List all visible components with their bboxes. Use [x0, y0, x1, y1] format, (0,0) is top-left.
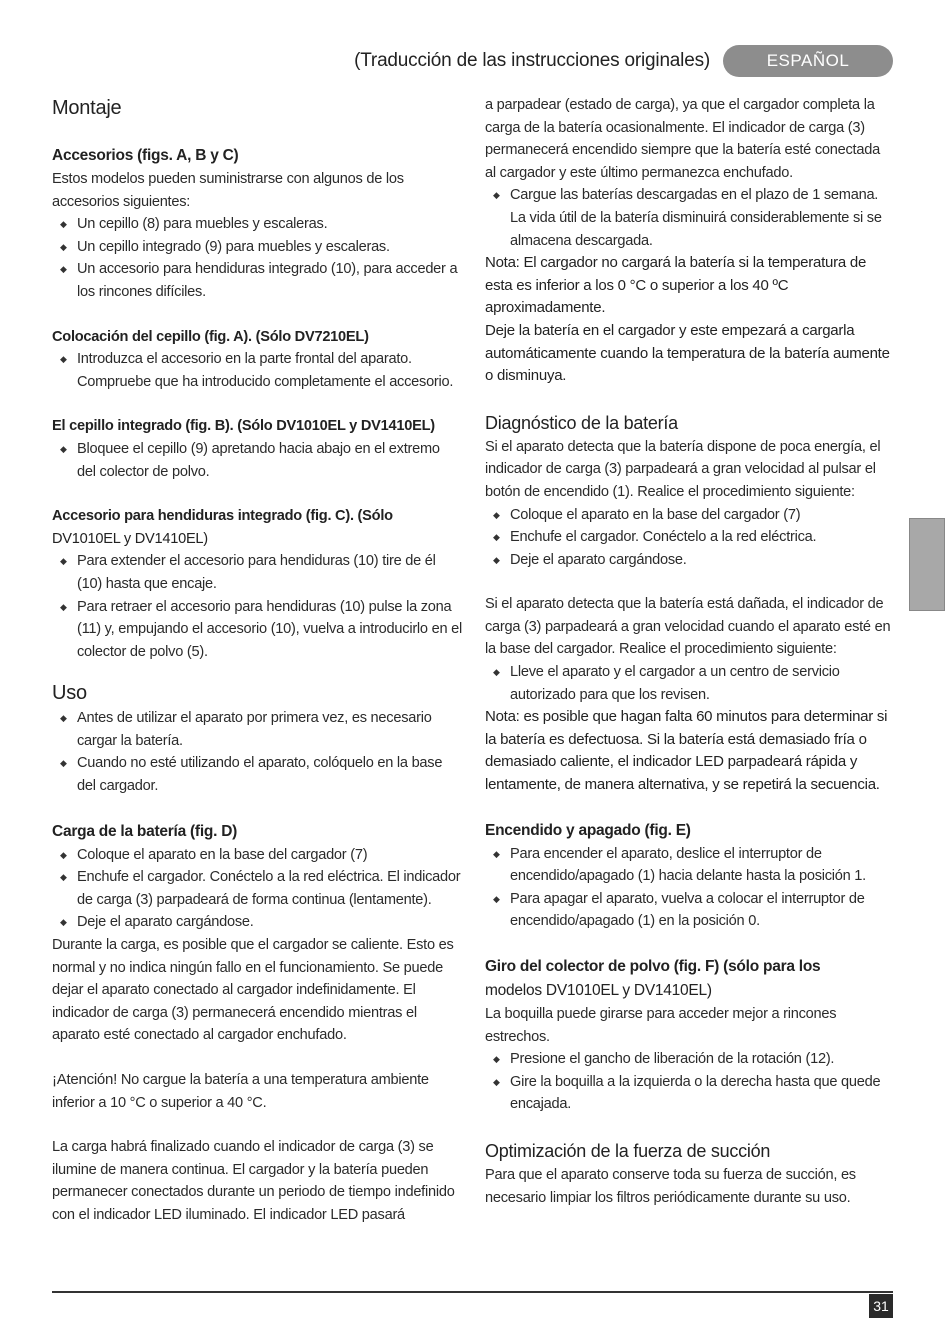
list-accesorios — [52, 213, 462, 303]
heading-light-part: DV1010EL y DV1410EL) — [52, 530, 208, 547]
diamond-bullet-icon: ◆ — [493, 1054, 500, 1065]
diamond-bullet-icon: ◆ — [493, 893, 500, 904]
diamond-bullet-icon: ◆ — [493, 1076, 500, 1087]
heading-bold-part: Accesorio para hendiduras integrado (fig. C). (Sólo — [52, 508, 393, 525]
list-carga — [52, 844, 462, 934]
list-item — [52, 348, 462, 393]
list-item-text: Lleve el aparato y el cargador a un centro de servicio autorizado para que los revisen. — [510, 664, 840, 703]
list-item — [52, 866, 462, 911]
list-item-text: Enchufe el cargador. Conéctelo a la red eléctrica. El indicador de carga (3) parpadeará de forma continua (lentamente). — [77, 869, 461, 908]
paragraph-accesorios-intro: Estos modelos pueden suministrarse con algunos de los accesorios siguientes: — [52, 171, 404, 210]
list-item-text: Cargue las baterías descargadas en el plazo de 1 semana. La vida útil de la batería disminuirá considerablemente si se almacena descargada. — [510, 187, 882, 249]
list-item-text: Gire la boquilla a la izquierda o la derecha hasta que quede encajada. — [510, 1073, 881, 1113]
list-item-text: Para extender el accesorio para hendiduras (10) tire de él (10) hasta que encaje. — [77, 553, 436, 592]
diamond-bullet-icon: ◆ — [60, 601, 67, 612]
diamond-bullet-icon: ◆ — [60, 443, 67, 454]
diamond-bullet-icon: ◆ — [493, 554, 500, 565]
subheading-diagnostico: Diagnóstico de la batería — [485, 412, 678, 433]
paragraph-atencion — [52, 1069, 462, 1114]
subheading-accesorios: Accesorios (figs. A, B y C) — [52, 147, 239, 164]
list-item-text: Un cepillo (8) para muebles y escaleras. — [77, 216, 328, 233]
language-side-tab — [909, 518, 945, 611]
list-cepillo — [52, 438, 462, 483]
diamond-bullet-icon: ◆ — [60, 241, 67, 252]
diamond-bullet-icon: ◆ — [493, 667, 500, 678]
section-heading-uso: Uso — [52, 682, 87, 705]
diamond-bullet-icon: ◆ — [60, 219, 67, 230]
subheading-hendiduras — [52, 505, 462, 550]
list-item-text: Cuando no esté utilizando el aparato, colóquelo en la base del cargador. — [77, 755, 443, 795]
list-item — [485, 661, 893, 706]
page-number: 31 — [869, 1294, 893, 1318]
list-item-text: Antes de utilizar el aparato por primera vez, es necesario cargar la batería. — [77, 710, 432, 749]
diamond-bullet-icon: ◆ — [60, 713, 67, 724]
left-column — [52, 94, 462, 1227]
list-uso — [52, 707, 462, 797]
diamond-bullet-icon: ◆ — [60, 758, 67, 769]
diamond-bullet-icon: ◆ — [60, 849, 67, 860]
list-item — [485, 888, 893, 933]
note-diagnostico: Nota: es posible que hagan falta 60 minutos para determinar si la batería es defectuosa. Si la batería está demasiado fría o demasiado caliente, el indicador LED parpadeará rápida y lentamente, de manera alternativa, y se repetirá la secuencia. — [485, 708, 888, 794]
list-item — [52, 596, 462, 664]
diamond-bullet-icon: ◆ — [60, 264, 67, 275]
list-item — [485, 184, 893, 252]
list-item-text: Enchufe el cargador. Conéctelo a la red eléctrica. — [510, 529, 817, 546]
diamond-bullet-icon: ◆ — [493, 509, 500, 520]
list-continuation — [485, 184, 893, 252]
list-item-text: Introduzca el accesorio en la parte frontal del aparato. Compruebe que ha introducido completamente el accesorio. — [77, 351, 454, 390]
right-column — [485, 94, 893, 1209]
list-item-text: Presione el gancho de liberación de la rotación (12). — [510, 1051, 835, 1068]
list-item — [52, 752, 462, 797]
list-item-text: Deje el aparato cargándose. — [77, 914, 254, 931]
subheading-giro-colector — [485, 955, 893, 1003]
paragraph-carga: Durante la carga, es posible que el cargador se caliente. Esto es normal y no indica ningún fallo en el funcionamiento. Se puede dejar el aparato conectado al cargador indefinidamente. El indicador de carga (3) permanecerá encendido mientras el aparato esté conectado al cargador enchufado. — [52, 937, 454, 1044]
list-giro — [485, 1048, 893, 1116]
list-encendido — [485, 843, 893, 933]
list-item — [485, 549, 893, 572]
list-item — [52, 438, 462, 483]
list-item — [52, 844, 462, 867]
diamond-bullet-icon: ◆ — [60, 917, 67, 928]
subheading-cepillo-integrado: El cepillo integrado (fig. B). (Sólo DV1010EL y DV1410EL) — [52, 418, 435, 435]
paragraph-deje-bateria: Deje la batería en el cargador y este empezará a cargarla automáticamente cuando la temperatura de la batería aumente o disminuya. — [485, 321, 890, 385]
subheading-colocacion: Colocación del cepillo (fig. A). (Sólo DV7210EL) — [52, 328, 369, 345]
list-item-text: Bloquee el cepillo (9) apretando hacia abajo en el extremo del colector de polvo. — [77, 440, 440, 480]
subheading-carga-bateria: Carga de la batería (fig. D) — [52, 822, 238, 840]
list-item-text: Para encender el aparato, deslice el interruptor de encendido/apagado (1) hacia delante hasta la posición 1. — [510, 845, 866, 885]
note-temperatura: Nota: El cargador no cargará la batería si la temperatura de esta es inferior a los 0 °C o superior a los 40 ºC aproximadamente. — [485, 254, 867, 317]
document-header-title: (Traducción de las instrucciones originales) — [354, 50, 710, 71]
list-item — [485, 504, 893, 527]
diamond-bullet-icon: ◆ — [493, 848, 500, 859]
diamond-bullet-icon: ◆ — [60, 354, 67, 365]
diamond-bullet-icon: ◆ — [493, 190, 500, 201]
subheading-encendido: Encendido y apagado (fig. E) — [485, 821, 691, 839]
list-diagnostico-2 — [485, 661, 893, 706]
list-item-text: Para retraer el accesorio para hendiduras (10) pulse la zona (11) y, empujando el accesorio (10), vuelva a introducirlo en el colector de polvo (5). — [77, 598, 462, 660]
list-item-text: Un cepillo integrado (9) para muebles y escaleras. — [77, 238, 390, 255]
section-heading-montaje: Montaje — [52, 97, 122, 119]
list-colocacion — [52, 348, 462, 393]
paragraph-diagnostico-2: Si el aparato detecta que la batería está dañada, el indicador de carga (3) parpadeará a gran velocidad cuando el aparato esté en la base del cargador. Realice el procedimiento siguiente: — [485, 596, 891, 658]
heading-bold-part: Giro del colector de polvo (fig. F) (sólo para los — [485, 958, 821, 975]
paragraph-giro: La boquilla puede girarse para acceder mejor a rincones estrechos. — [485, 1006, 837, 1045]
warning-label: ¡Atención! — [52, 1071, 118, 1088]
paragraph-continuation: a parpadear (estado de carga), ya que el cargador completa la carga de la batería ocasionalmente. El indicador de carga (3) permanecerá encendido siempre que la batería esté conectada al cargador y este último permanezca enchufado. — [485, 97, 880, 181]
warning-text: No cargue la batería a una temperatura ambiente inferior a 10 °C o superior a 40 °C. — [52, 1072, 429, 1111]
list-hendiduras — [52, 550, 462, 663]
list-item — [52, 707, 462, 752]
list-item-text: Deje el aparato cargándose. — [510, 551, 687, 568]
list-item — [485, 1048, 893, 1071]
subheading-optimizacion: Optimización de la fuerza de succión — [485, 1140, 771, 1161]
paragraph-diagnostico-1: Si el aparato detecta que la batería dispone de poca energía, el indicador de carga (3) parpadeará a gran velocidad al pulsar el botón de encendido (1). Realice el procedimiento siguiente: — [485, 438, 881, 500]
paragraph-optimizacion: Para que el aparato conserve toda su fuerza de succión, es necesario limpiar los filtros periódicamente durante su uso. — [485, 1166, 856, 1206]
list-item — [52, 911, 462, 934]
language-badge: ESPAÑOL — [723, 45, 893, 77]
heading-light-part: modelos DV1010EL y DV1410EL) — [485, 982, 712, 999]
diamond-bullet-icon: ◆ — [60, 556, 67, 567]
list-item — [485, 1071, 893, 1116]
list-item — [52, 236, 462, 259]
footer-rule — [52, 1291, 893, 1293]
list-item — [52, 213, 462, 236]
paragraph-carga-finalizada: La carga habrá finalizado cuando el indicador de carga (3) se ilumine de manera continua. El cargador y la batería pueden permanecer conectados durante un periodo de tiempo indefinido con el indicador LED iluminado. El indicador LED pasará — [52, 1139, 455, 1223]
list-item-text: Un accesorio para hendiduras integrado (10), para acceder a los rincones difíciles. — [77, 261, 458, 300]
list-item-text: Coloque el aparato en la base del cargador (7) — [77, 846, 368, 863]
diamond-bullet-icon: ◆ — [60, 872, 67, 883]
list-item — [52, 258, 462, 303]
list-item — [52, 550, 462, 595]
list-diagnostico-1 — [485, 504, 893, 572]
list-item — [485, 526, 893, 549]
list-item-text: Para apagar el aparato, vuelva a colocar el interruptor de encendido/apagado (1) en la posición 0. — [510, 890, 865, 930]
list-item-text: Coloque el aparato en la base del cargador (7) — [510, 506, 801, 523]
list-item — [485, 843, 893, 888]
diamond-bullet-icon: ◆ — [493, 532, 500, 543]
